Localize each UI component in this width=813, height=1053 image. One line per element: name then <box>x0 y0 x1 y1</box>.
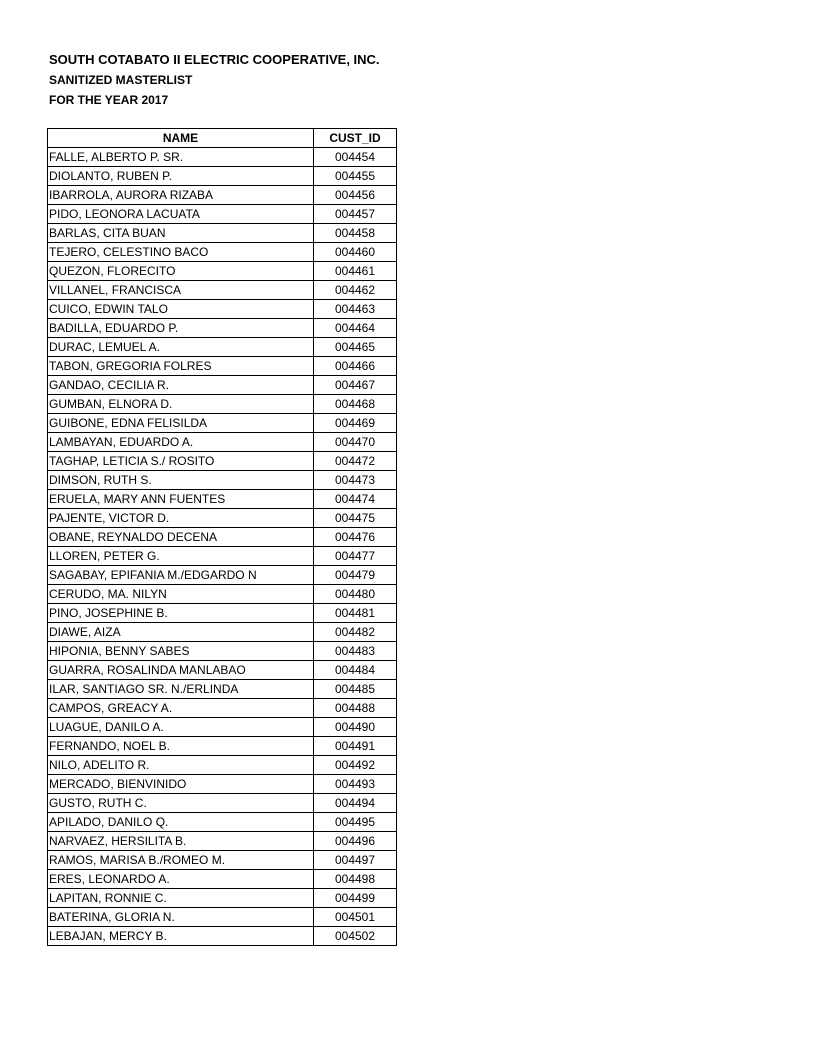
table-row <box>48 243 397 262</box>
customer-id-cell: 004502 <box>314 927 397 946</box>
table-row <box>48 452 397 471</box>
customer-name-cell: GUIBONE, EDNA FELISILDA <box>48 414 314 433</box>
customer-name-cell: LAPITAN, RONNIE C. <box>48 889 314 908</box>
customer-id-cell: 004493 <box>314 775 397 794</box>
customer-name-cell: HIPONIA, BENNY SABES <box>48 642 314 661</box>
customer-name-cell: VILLANEL, FRANCISCA <box>48 281 314 300</box>
table-row <box>48 262 397 281</box>
customer-name-cell: ILAR, SANTIAGO SR. N./ERLINDA <box>48 680 314 699</box>
customer-name-cell: LLOREN, PETER G. <box>48 547 314 566</box>
customer-name-cell: PIDO, LEONORA LACUATA <box>48 205 314 224</box>
year-title: FOR THE YEAR 2017 <box>49 93 169 107</box>
table-body <box>48 148 397 946</box>
table-row <box>48 756 397 775</box>
customer-name-cell: GUMBAN, ELNORA D. <box>48 395 314 414</box>
customer-id-cell: 004469 <box>314 414 397 433</box>
table-row <box>48 281 397 300</box>
customer-name-cell: DURAC, LEMUEL A. <box>48 338 314 357</box>
customer-id-cell: 004475 <box>314 509 397 528</box>
customer-name-cell: LAMBAYAN, EDUARDO A. <box>48 433 314 452</box>
table-row <box>48 186 397 205</box>
table-row <box>48 205 397 224</box>
customer-name-cell: LEBAJAN, MERCY B. <box>48 927 314 946</box>
customer-name-cell: TAGHAP, LETICIA S./ ROSITO <box>48 452 314 471</box>
customer-id-cell: 004480 <box>314 585 397 604</box>
customer-id-cell: 004497 <box>314 851 397 870</box>
table-row <box>48 642 397 661</box>
customer-name-cell: GUARRA, ROSALINDA MANLABAO <box>48 661 314 680</box>
customer-id-cell: 004499 <box>314 889 397 908</box>
table-row <box>48 566 397 585</box>
customer-id-cell: 004463 <box>314 300 397 319</box>
customer-id-cell: 004457 <box>314 205 397 224</box>
table-row <box>48 870 397 889</box>
table-row <box>48 414 397 433</box>
customer-name-cell: NILO, ADELITO R. <box>48 756 314 775</box>
table-row <box>48 338 397 357</box>
customer-name-cell: CERUDO, MA. NILYN <box>48 585 314 604</box>
customer-name-cell: QUEZON, FLORECITO <box>48 262 314 281</box>
customer-name-cell: DIMSON, RUTH S. <box>48 471 314 490</box>
list-title: SANITIZED MASTERLIST <box>49 73 193 87</box>
table-row <box>48 509 397 528</box>
customer-id-cell: 004464 <box>314 319 397 338</box>
masterlist-table <box>47 128 397 946</box>
customer-name-cell: FALLE, ALBERTO P. SR. <box>48 148 314 167</box>
table-row <box>48 927 397 946</box>
customer-id-cell: 004482 <box>314 623 397 642</box>
table-row <box>48 585 397 604</box>
company-title: SOUTH COTABATO II ELECTRIC COOPERATIVE, INC. <box>49 52 380 67</box>
customer-id-cell: 004454 <box>314 148 397 167</box>
customer-name-cell: TEJERO, CELESTINO BACO <box>48 243 314 262</box>
customer-name-cell: CUICO, EDWIN TALO <box>48 300 314 319</box>
customer-name-cell: ERUELA, MARY ANN FUENTES <box>48 490 314 509</box>
table-row <box>48 528 397 547</box>
table-row <box>48 680 397 699</box>
table-row <box>48 775 397 794</box>
customer-name-cell: DIOLANTO, RUBEN P. <box>48 167 314 186</box>
customer-name-cell: ERES, LEONARDO A. <box>48 870 314 889</box>
table-row <box>48 148 397 167</box>
table-row <box>48 300 397 319</box>
customer-id-cell: 004501 <box>314 908 397 927</box>
customer-id-cell: 004485 <box>314 680 397 699</box>
customer-name-cell: TABON, GREGORIA FOLRES <box>48 357 314 376</box>
table-row <box>48 623 397 642</box>
customer-id-cell: 004476 <box>314 528 397 547</box>
table-row <box>48 661 397 680</box>
customer-id-cell: 004467 <box>314 376 397 395</box>
customer-id-cell: 004462 <box>314 281 397 300</box>
column-header-cust-id: CUST_ID <box>314 129 397 148</box>
customer-name-cell: GUSTO, RUTH C. <box>48 794 314 813</box>
customer-name-cell: FERNANDO, NOEL B. <box>48 737 314 756</box>
customer-id-cell: 004468 <box>314 395 397 414</box>
table-row <box>48 167 397 186</box>
customer-id-cell: 004472 <box>314 452 397 471</box>
customer-id-cell: 004491 <box>314 737 397 756</box>
table-row <box>48 376 397 395</box>
document-header <box>49 50 380 110</box>
customer-name-cell: GANDAO, CECILIA R. <box>48 376 314 395</box>
customer-name-cell: DIAWE, AIZA <box>48 623 314 642</box>
table-row <box>48 395 397 414</box>
table-row <box>48 357 397 376</box>
table-row <box>48 851 397 870</box>
table-row <box>48 832 397 851</box>
customer-name-cell: MERCADO, BIENVINIDO <box>48 775 314 794</box>
table-header-row <box>48 129 397 148</box>
table-row <box>48 490 397 509</box>
table-row <box>48 319 397 338</box>
column-header-name: NAME <box>48 129 314 148</box>
customer-id-cell: 004456 <box>314 186 397 205</box>
table-row <box>48 547 397 566</box>
customer-id-cell: 004495 <box>314 813 397 832</box>
table-row <box>48 224 397 243</box>
table-row <box>48 718 397 737</box>
customer-name-cell: OBANE, REYNALDO DECENA <box>48 528 314 547</box>
customer-name-cell: PINO, JOSEPHINE B. <box>48 604 314 623</box>
customer-id-cell: 004492 <box>314 756 397 775</box>
customer-id-cell: 004490 <box>314 718 397 737</box>
table-row <box>48 737 397 756</box>
customer-id-cell: 004498 <box>314 870 397 889</box>
table-row <box>48 433 397 452</box>
customer-id-cell: 004481 <box>314 604 397 623</box>
customer-id-cell: 004470 <box>314 433 397 452</box>
customer-name-cell: BADILLA, EDUARDO P. <box>48 319 314 338</box>
customer-id-cell: 004494 <box>314 794 397 813</box>
customer-id-cell: 004496 <box>314 832 397 851</box>
table-row <box>48 604 397 623</box>
customer-id-cell: 004458 <box>314 224 397 243</box>
customer-id-cell: 004488 <box>314 699 397 718</box>
customer-name-cell: IBARROLA, AURORA RIZABA <box>48 186 314 205</box>
customer-id-cell: 004466 <box>314 357 397 376</box>
customer-id-cell: 004455 <box>314 167 397 186</box>
customer-name-cell: NARVAEZ, HERSILITA B. <box>48 832 314 851</box>
customer-name-cell: LUAGUE, DANILO A. <box>48 718 314 737</box>
customer-name-cell: SAGABAY, EPIFANIA M./EDGARDO N <box>48 566 314 585</box>
customer-name-cell: BARLAS, CITA BUAN <box>48 224 314 243</box>
customer-name-cell: PAJENTE, VICTOR D. <box>48 509 314 528</box>
customer-name-cell: CAMPOS, GREACY A. <box>48 699 314 718</box>
customer-id-cell: 004460 <box>314 243 397 262</box>
customer-id-cell: 004477 <box>314 547 397 566</box>
customer-id-cell: 004483 <box>314 642 397 661</box>
customer-id-cell: 004465 <box>314 338 397 357</box>
customer-id-cell: 004461 <box>314 262 397 281</box>
customer-id-cell: 004484 <box>314 661 397 680</box>
table-row <box>48 699 397 718</box>
customer-name-cell: RAMOS, MARISA B./ROMEO M. <box>48 851 314 870</box>
customer-name-cell: BATERINA, GLORIA N. <box>48 908 314 927</box>
customer-id-cell: 004473 <box>314 471 397 490</box>
customer-id-cell: 004474 <box>314 490 397 509</box>
table-row <box>48 889 397 908</box>
table-row <box>48 813 397 832</box>
customer-id-cell: 004479 <box>314 566 397 585</box>
table-row <box>48 794 397 813</box>
customer-name-cell: APILADO, DANILO Q. <box>48 813 314 832</box>
table-row <box>48 471 397 490</box>
table-row <box>48 908 397 927</box>
